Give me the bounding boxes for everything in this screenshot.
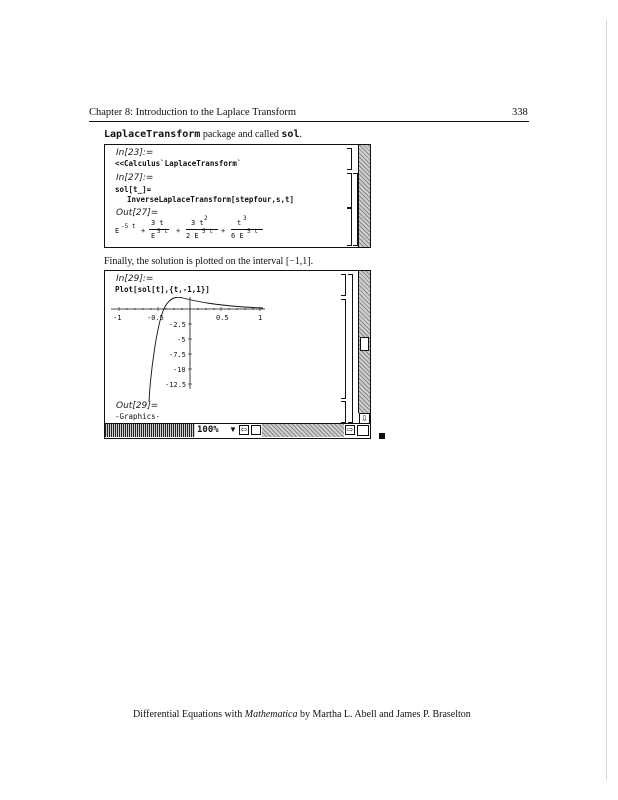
- frac1-numerator: 3 t: [151, 219, 164, 227]
- frac3-num-exp: 3: [243, 215, 247, 222]
- x-tick-label: 0.5: [216, 314, 229, 322]
- notebook-window-plot: [104, 270, 371, 439]
- x-tick-label: -0.5: [147, 314, 164, 322]
- footer-text: [133, 709, 471, 720]
- x-tick-label: -1: [113, 314, 122, 322]
- frac1-den-exp: 5 t: [157, 228, 168, 235]
- y-tick-label: -2.5: [169, 321, 186, 329]
- out27-label: Out[27]=: [116, 208, 159, 218]
- frac3-denominator: 6 E: [231, 232, 244, 240]
- group-bracket-29[interactable]: [348, 274, 353, 423]
- scroll-down-arrow-icon[interactable]: ⇩: [359, 413, 370, 424]
- vertical-scrollbar[interactable]: [358, 145, 370, 247]
- cell-bracket-out29[interactable]: [341, 401, 346, 423]
- magnification-pattern: [105, 424, 195, 437]
- cell-bracket-in29[interactable]: [341, 274, 346, 296]
- x-tick-label: 1: [258, 314, 263, 322]
- expr-exp1: -5 t: [121, 223, 136, 230]
- frac2-den-exp: 5 t: [202, 228, 213, 235]
- y-tick-label: -10: [173, 366, 186, 374]
- chapter-title: Chapter 8: Introduction to the Laplace Transform: [89, 107, 297, 118]
- intro-code-sol: sol: [281, 129, 300, 140]
- intro-line: [104, 129, 302, 140]
- cell-bracket-in27[interactable]: [347, 173, 352, 208]
- frac1-denominator: E: [151, 232, 156, 240]
- end-square-icon: [379, 433, 385, 439]
- cell-bracket-out27[interactable]: [347, 208, 352, 246]
- caption-text: Finally, the solution is plotted on the interval [−1,1].: [104, 256, 314, 267]
- frac2-num-exp: 2: [204, 215, 208, 222]
- header-rule: [89, 121, 529, 122]
- footer-italic: Mathematica: [244, 709, 298, 720]
- out27-expression: [115, 215, 275, 247]
- in29-label: In[29]:=: [116, 274, 154, 284]
- in27-line2[interactable]: InverseLaplaceTransform[stepfour,s,t]: [127, 195, 295, 204]
- frac2-denominator: 2 E: [186, 232, 199, 240]
- frac3-numerator: t: [237, 219, 242, 227]
- cell-bracket-graphic[interactable]: [341, 299, 346, 399]
- in23-code[interactable]: <<Calculus`LaplaceTransform`: [115, 159, 242, 168]
- out29-label: Out[29]=: [116, 401, 159, 411]
- intro-period: .: [299, 129, 302, 140]
- footer-prefix: Differential Equations with: [133, 709, 245, 720]
- in27-line1[interactable]: sol[t_]=: [115, 185, 152, 194]
- y-tick-label: -7.5: [169, 351, 186, 359]
- scan-edge: [606, 20, 607, 780]
- horizontal-scrollbar[interactable]: [262, 424, 344, 437]
- in29-code[interactable]: Plot[sol[t],{t,-1,1}]: [115, 285, 210, 294]
- intro-text: package and called: [202, 129, 279, 140]
- in23-label: In[23]:=: [116, 148, 154, 158]
- y-tick-label: -5: [177, 336, 186, 344]
- footer-suffix: by Martha L. Abell and James P. Braselton: [297, 709, 471, 720]
- page-number: 338: [512, 107, 528, 118]
- horizontal-scroll-thumb[interactable]: [251, 425, 261, 435]
- intro-code: LaplaceTransform: [104, 129, 201, 140]
- scroll-right-arrow-icon[interactable]: ⇨: [346, 425, 354, 434]
- in27-label: In[27]:=: [116, 173, 154, 183]
- group-bracket-27[interactable]: [353, 173, 358, 246]
- expr-plus-1: +: [141, 227, 146, 235]
- scroll-left-arrow-icon[interactable]: ⇦: [240, 425, 248, 434]
- zoom-level[interactable]: 100%: [197, 425, 219, 435]
- y-tick-label: -12.5: [165, 381, 187, 389]
- zoom-dropdown-icon[interactable]: ▼: [229, 425, 237, 434]
- frac3-den-exp: 5 t: [247, 228, 258, 235]
- resize-grip-icon[interactable]: [357, 425, 369, 436]
- out29-value: -Graphics-: [115, 412, 161, 421]
- cell-bracket-in23[interactable]: [347, 148, 352, 170]
- frac2-numerator: 3 t: [191, 219, 204, 227]
- expr-plus-3: +: [221, 227, 226, 235]
- expr-plus-2: +: [176, 227, 181, 235]
- status-bar: [105, 423, 370, 438]
- scroll-thumb[interactable]: [360, 337, 369, 351]
- notebook-window-top: [104, 144, 371, 248]
- expr-e: E: [115, 227, 120, 235]
- plot-graphic: [105, 297, 275, 401]
